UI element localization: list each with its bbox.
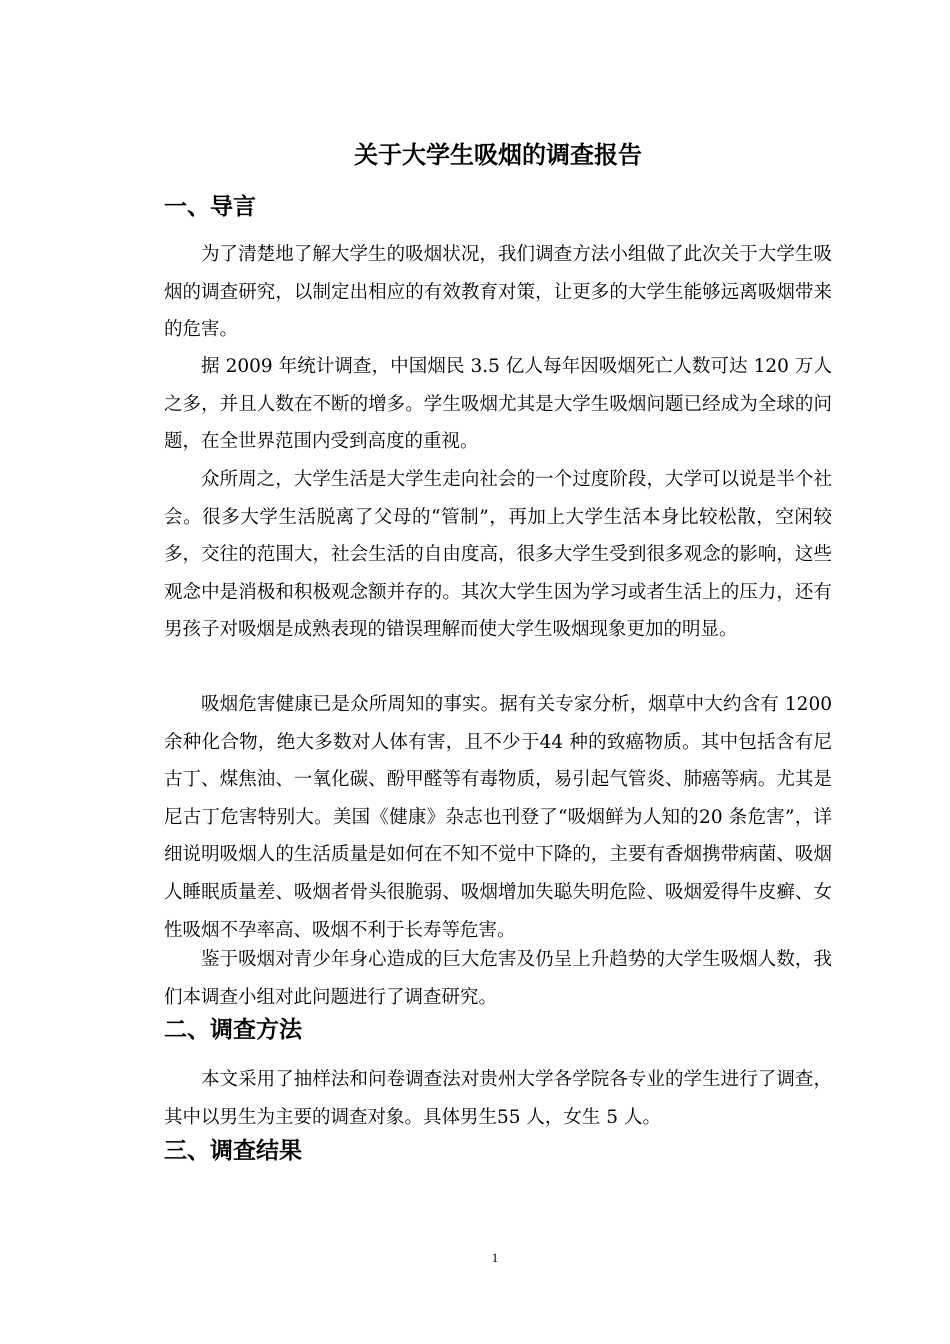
page-number: 1 xyxy=(491,1250,499,1265)
paragraph-health-hazards: 吸烟危害健康已是众所周知的事实。据有关专家分析，烟草中大约含有 1200 余种化合物，绝大多数对人体有害，且不少于44 种的致癌物质。其中包括含有尼古丁、煤焦油、一氧化碳、酚甲醛等有毒物质，易引起气管炎、肺癌等病。尤其是尼古丁危害特别大。美国《健康》杂志也刊登了“吸烟鲜为人知的20 条危害”，详细说明吸烟人的生活质量是如何在不知不觉中下降的，主要有香烟携带病菌、吸烟人睡眠质量差、吸烟者骨头很脆弱、吸烟增加失聪失明危险、吸烟爱得牛皮癣、女性吸烟不孕率高、吸烟不利于长寿等危害。 xyxy=(164,694,832,941)
paragraph-purpose: 为了清楚地了解大学生的吸烟状况，我们调查方法小组做了此次关于大学生吸烟的调查研究，以制定出相应的有效教育对策，让更多的大学生能够远离吸烟带来的危害。 xyxy=(164,244,832,341)
section-heading-results: 三、调查结果 xyxy=(164,1138,302,1164)
paragraph-motivation: 鉴于吸烟对青少年身心造成的巨大危害及仍呈上升趋势的大学生吸烟人数，我们本调查小组对此问题进行了调查研究。 xyxy=(164,949,832,1008)
paragraph-method: 本文采用了抽样法和问卷调查法对贵州大学各学院各专业的学生进行了调查，其中以男生为主要的调查对象。具体男生55 人，女生 5 人。 xyxy=(164,1069,832,1128)
section-heading-method: 二、调查方法 xyxy=(164,1017,302,1043)
document-title: 关于大学生吸烟的调查报告 xyxy=(354,141,642,169)
section-heading-introduction: 一、导言 xyxy=(164,194,256,220)
paragraph-statistics: 据 2009 年统计调查，中国烟民 3.5 亿人每年因吸烟死亡人数可达 120 万人之多，并且人数在不断的增多。学生吸烟尤其是大学生吸烟问题已经成为全球的问题，在全世界范围内受到高度的重视。 xyxy=(164,356,832,453)
paragraph-campus-life: 众所周之，大学生活是大学生走向社会的一个过度阶段，大学可以说是半个社会。很多大学生活脱离了父母的“管制”，再加上大学生活本身比较松散，空闲较多，交往的范围大，社会生活的自由度高，很多大学生受到很多观念的影响，这些观念中是消极和积极观念额并存的。其次大学生因为学习或者生活上的压力，还有男孩子对吸烟是成熟表现的错误理解而使大学生吸烟现象更加的明显。 xyxy=(164,469,832,641)
